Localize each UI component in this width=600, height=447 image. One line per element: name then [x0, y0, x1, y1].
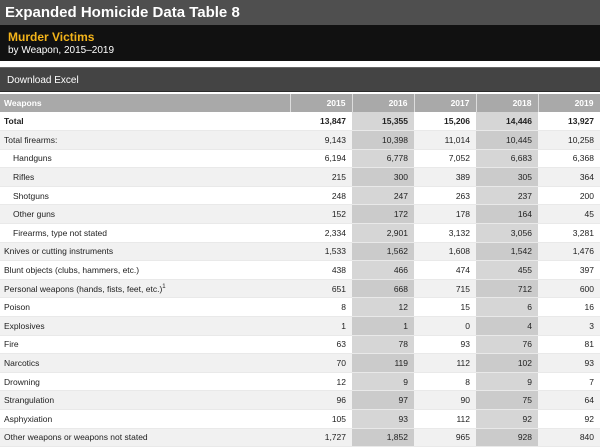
cell-2016: 6,778: [352, 149, 414, 168]
column-header-2016: 2016: [352, 94, 414, 112]
cell-2016: 10,398: [352, 131, 414, 150]
table-row: [0, 335, 600, 354]
cell-2018: 1,542: [476, 242, 538, 261]
cell-2018: 305: [476, 168, 538, 187]
cell-2017: 8: [414, 372, 476, 391]
cell-2016: 1,852: [352, 428, 414, 447]
table-subheader: [0, 25, 600, 61]
cell-2015: 215: [290, 168, 352, 187]
cell-2019: 92: [538, 410, 600, 429]
cell-2015: 1: [290, 317, 352, 336]
cell-2015: 248: [290, 186, 352, 205]
cell-2016: 12: [352, 298, 414, 317]
cell-2019: 3,281: [538, 224, 600, 243]
row-label-text: Explosives: [4, 320, 45, 331]
cell-2015: 8: [290, 298, 352, 317]
cell-2018: 14,446: [476, 112, 538, 131]
row-label: [0, 186, 290, 205]
table-row: [0, 372, 600, 391]
row-label-text: Asphyxiation: [4, 413, 53, 424]
cell-2015: 12: [290, 372, 352, 391]
table-row: [0, 279, 600, 298]
cell-2018: 76: [476, 335, 538, 354]
column-header-2018: 2018: [476, 94, 538, 112]
cell-2019: 10,258: [538, 131, 600, 150]
row-label: [0, 335, 290, 354]
cell-2016: 466: [352, 261, 414, 280]
cell-2017: 965: [414, 428, 476, 447]
cell-2016: 78: [352, 335, 414, 354]
cell-2016: 119: [352, 354, 414, 373]
row-label: [0, 410, 290, 429]
download-bar: [0, 67, 600, 92]
cell-2019: 397: [538, 261, 600, 280]
cell-2017: 11,014: [414, 131, 476, 150]
row-label-text: Rifles: [13, 172, 35, 183]
row-label: [0, 317, 290, 336]
row-label-text: Firearms, type not stated: [13, 227, 108, 238]
cell-2019: 6,368: [538, 149, 600, 168]
cell-2019: 3: [538, 317, 600, 336]
cell-2019: 1,476: [538, 242, 600, 261]
table-row: [0, 205, 600, 224]
cell-2015: 1,727: [290, 428, 352, 447]
cell-2017: 93: [414, 335, 476, 354]
cell-2015: 6,194: [290, 149, 352, 168]
cell-2015: 96: [290, 391, 352, 410]
row-label: [0, 298, 290, 317]
cell-2019: 45: [538, 205, 600, 224]
cell-2018: 455: [476, 261, 538, 280]
cell-2016: 172: [352, 205, 414, 224]
cell-2016: 2,901: [352, 224, 414, 243]
table-row: [0, 186, 600, 205]
cell-2019: 64: [538, 391, 600, 410]
row-label-text: Poison: [4, 302, 30, 313]
cell-2019: 600: [538, 279, 600, 298]
cell-2015: 13,847: [290, 112, 352, 131]
cell-2019: 364: [538, 168, 600, 187]
table-subtitle-detail: by Weapon, 2015–2019: [8, 45, 115, 56]
cell-2017: 715: [414, 279, 476, 298]
row-label-text: Handguns: [13, 153, 52, 164]
cell-2017: 0: [414, 317, 476, 336]
cell-2018: 10,445: [476, 131, 538, 150]
cell-2019: 16: [538, 298, 600, 317]
cell-2017: 1,608: [414, 242, 476, 261]
table-header-row: [0, 94, 600, 112]
cell-2017: 178: [414, 205, 476, 224]
cell-2016: 668: [352, 279, 414, 298]
cell-2015: 2,334: [290, 224, 352, 243]
cell-2017: 474: [414, 261, 476, 280]
row-label: [0, 205, 290, 224]
cell-2017: 15: [414, 298, 476, 317]
cell-2015: 438: [290, 261, 352, 280]
table-row: [0, 131, 600, 150]
cell-2015: 105: [290, 410, 352, 429]
row-label: [0, 112, 290, 131]
row-label: [0, 261, 290, 280]
cell-2018: 9: [476, 372, 538, 391]
cell-2018: 92: [476, 410, 538, 429]
cell-2018: 164: [476, 205, 538, 224]
cell-2016: 247: [352, 186, 414, 205]
column-header-2019: 2019: [538, 94, 600, 112]
cell-2016: 93: [352, 410, 414, 429]
cell-2018: 237: [476, 186, 538, 205]
table-row: [0, 410, 600, 429]
table-row: [0, 261, 600, 280]
cell-2018: 6,683: [476, 149, 538, 168]
cell-2017: 112: [414, 354, 476, 373]
row-label-text: Narcotics: [4, 358, 40, 369]
cell-2018: 6: [476, 298, 538, 317]
row-label-text: Total: [4, 116, 24, 127]
column-header-2017: 2017: [414, 94, 476, 112]
row-label-text: Shotguns: [13, 190, 49, 201]
row-label-text: Other weapons or weapons not stated: [4, 432, 148, 443]
cell-2017: 90: [414, 391, 476, 410]
row-label: [0, 131, 290, 150]
cell-2018: 712: [476, 279, 538, 298]
homicide-table: [0, 94, 600, 447]
row-label: [0, 279, 290, 298]
cell-2018: 102: [476, 354, 538, 373]
row-label: [0, 168, 290, 187]
cell-2017: 7,052: [414, 149, 476, 168]
cell-2015: 152: [290, 205, 352, 224]
cell-2016: 1,562: [352, 242, 414, 261]
row-label: [0, 372, 290, 391]
table-body: [0, 112, 600, 447]
cell-2019: 840: [538, 428, 600, 447]
cell-2017: 15,206: [414, 112, 476, 131]
cell-2017: 112: [414, 410, 476, 429]
cell-2019: 7: [538, 372, 600, 391]
table-row: [0, 354, 600, 373]
cell-2019: 93: [538, 354, 600, 373]
table-row: [0, 168, 600, 187]
cell-2015: 63: [290, 335, 352, 354]
row-label-text: Other guns: [13, 209, 56, 220]
table-row: [0, 298, 600, 317]
row-label-text: Strangulation: [4, 395, 55, 406]
table-subtitle: Murder Victims: [8, 30, 95, 44]
table-row: [0, 391, 600, 410]
cell-2016: 97: [352, 391, 414, 410]
row-label: [0, 391, 290, 410]
row-label: [0, 354, 290, 373]
row-label-text: Total firearms:: [4, 134, 58, 145]
table-row: [0, 112, 600, 131]
cell-2017: 389: [414, 168, 476, 187]
download-excel-link[interactable]: Download Excel: [7, 75, 79, 86]
cell-2016: 9: [352, 372, 414, 391]
row-label: [0, 428, 290, 447]
cell-2018: 3,056: [476, 224, 538, 243]
table-row: [0, 242, 600, 261]
cell-2015: 9,143: [290, 131, 352, 150]
row-label-text: Blunt objects (clubs, hammers, etc.): [4, 265, 140, 276]
row-label-text: Knives or cutting instruments: [4, 246, 114, 257]
row-label: [0, 242, 290, 261]
cell-2016: 1: [352, 317, 414, 336]
cell-2017: 263: [414, 186, 476, 205]
column-header-weapons: Weapons: [0, 94, 290, 112]
cell-2018: 4: [476, 317, 538, 336]
cell-2019: 200: [538, 186, 600, 205]
table-row: [0, 149, 600, 168]
cell-2018: 75: [476, 391, 538, 410]
row-label-text: Drowning: [4, 376, 40, 387]
page-title: Expanded Homicide Data Table 8: [0, 0, 600, 25]
cell-2016: 300: [352, 168, 414, 187]
cell-2018: 928: [476, 428, 538, 447]
row-label-text: Fire: [4, 339, 19, 350]
cell-2017: 3,132: [414, 224, 476, 243]
cell-2015: 1,533: [290, 242, 352, 261]
row-label: [0, 224, 290, 243]
cell-2015: 70: [290, 354, 352, 373]
column-header-2015: 2015: [290, 94, 352, 112]
footnote-marker: 1: [162, 283, 166, 290]
cell-2015: 651: [290, 279, 352, 298]
table-row: [0, 428, 600, 447]
cell-2019: 13,927: [538, 112, 600, 131]
table-row: [0, 317, 600, 336]
row-label: [0, 149, 290, 168]
row-label-text: Personal weapons (hands, fists, feet, etc.): [4, 283, 163, 294]
cell-2016: 15,355: [352, 112, 414, 131]
table-row: [0, 224, 600, 243]
cell-2019: 81: [538, 335, 600, 354]
